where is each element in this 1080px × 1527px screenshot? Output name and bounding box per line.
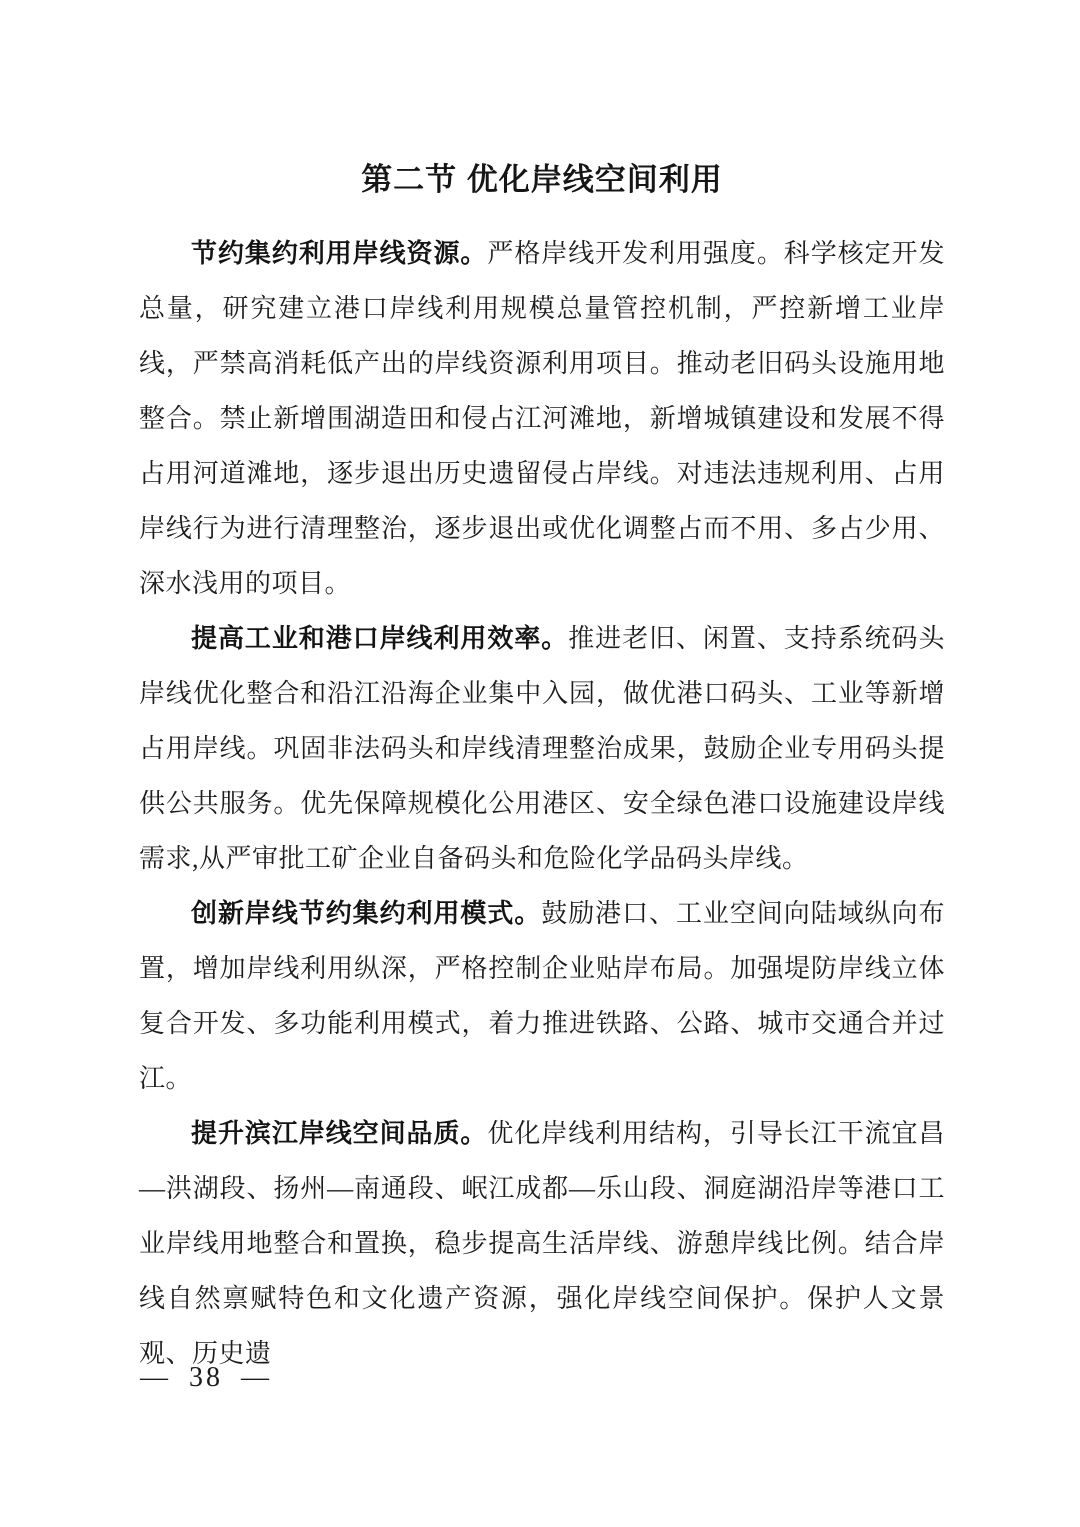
- paragraph-4: [139, 1106, 945, 1381]
- paragraph-4-lead: 提升滨江岸线空间品质。: [191, 1119, 488, 1148]
- paragraph-1: [139, 226, 945, 611]
- section-title: 第二节 优化岸线空间利用: [361, 162, 723, 197]
- paragraph-3: [139, 886, 945, 1106]
- paragraph-4-text: 优化岸线利用结构，引导长江干流宜昌—洪湖段、扬州—南通段、岷江成都—乐山段、洞庭湖沿岸等港口工业岸线用地整合和置换，稳步提高生活岸线、游憩岸线比例。结合岸线自然禀赋特色和文化遗产资源，强化岸线空间保护。保护人文景观、历史遗: [139, 1119, 945, 1368]
- page-number: — 38 —: [140, 1362, 272, 1393]
- paragraph-1-text: 严格岸线开发利用强度。科学核定开发总量，研究建立港口岸线利用规模总量管控机制，严控新增工业岸线，严禁高消耗低产出的岸线资源利用项目。推动老旧码头设施用地整合。禁止新增围湖造田和侵占江河滩地，新增城镇建设和发展不得占用河道滩地，逐步退出历史遗留侵占岸线。对违法违规利用、占用岸线行为进行清理整治，逐步退出或优化调整占而不用、多占少用、深水浅用的项目。: [139, 239, 945, 598]
- page-content: [139, 158, 945, 1381]
- paragraph-3-lead: 创新岸线节约集约利用模式。: [191, 899, 542, 928]
- paragraph-2: [139, 611, 945, 886]
- paragraph-2-lead: 提高工业和港口岸线利用效率。: [191, 624, 569, 653]
- paragraph-1-lead: 节约集约利用岸线资源。: [191, 239, 488, 268]
- paragraph-3-text: 鼓励港口、工业空间向陆域纵向布置，增加岸线利用纵深，严格控制企业贴岸布局。加强堤防岸线立体复合开发、多功能利用模式，着力推进铁路、公路、城市交通合并过江。: [139, 899, 945, 1093]
- paragraph-2-text: 推进老旧、闲置、支持系统码头岸线优化整合和沿江沿海企业集中入园，做优港口码头、工业等新增占用岸线。巩固非法码头和岸线清理整治成果，鼓励企业专用码头提供公共服务。优先保障规模化公用港区、安全绿色港口设施建设岸线需求,从严审批工矿企业自备码头和危险化学品码头岸线。: [139, 624, 945, 873]
